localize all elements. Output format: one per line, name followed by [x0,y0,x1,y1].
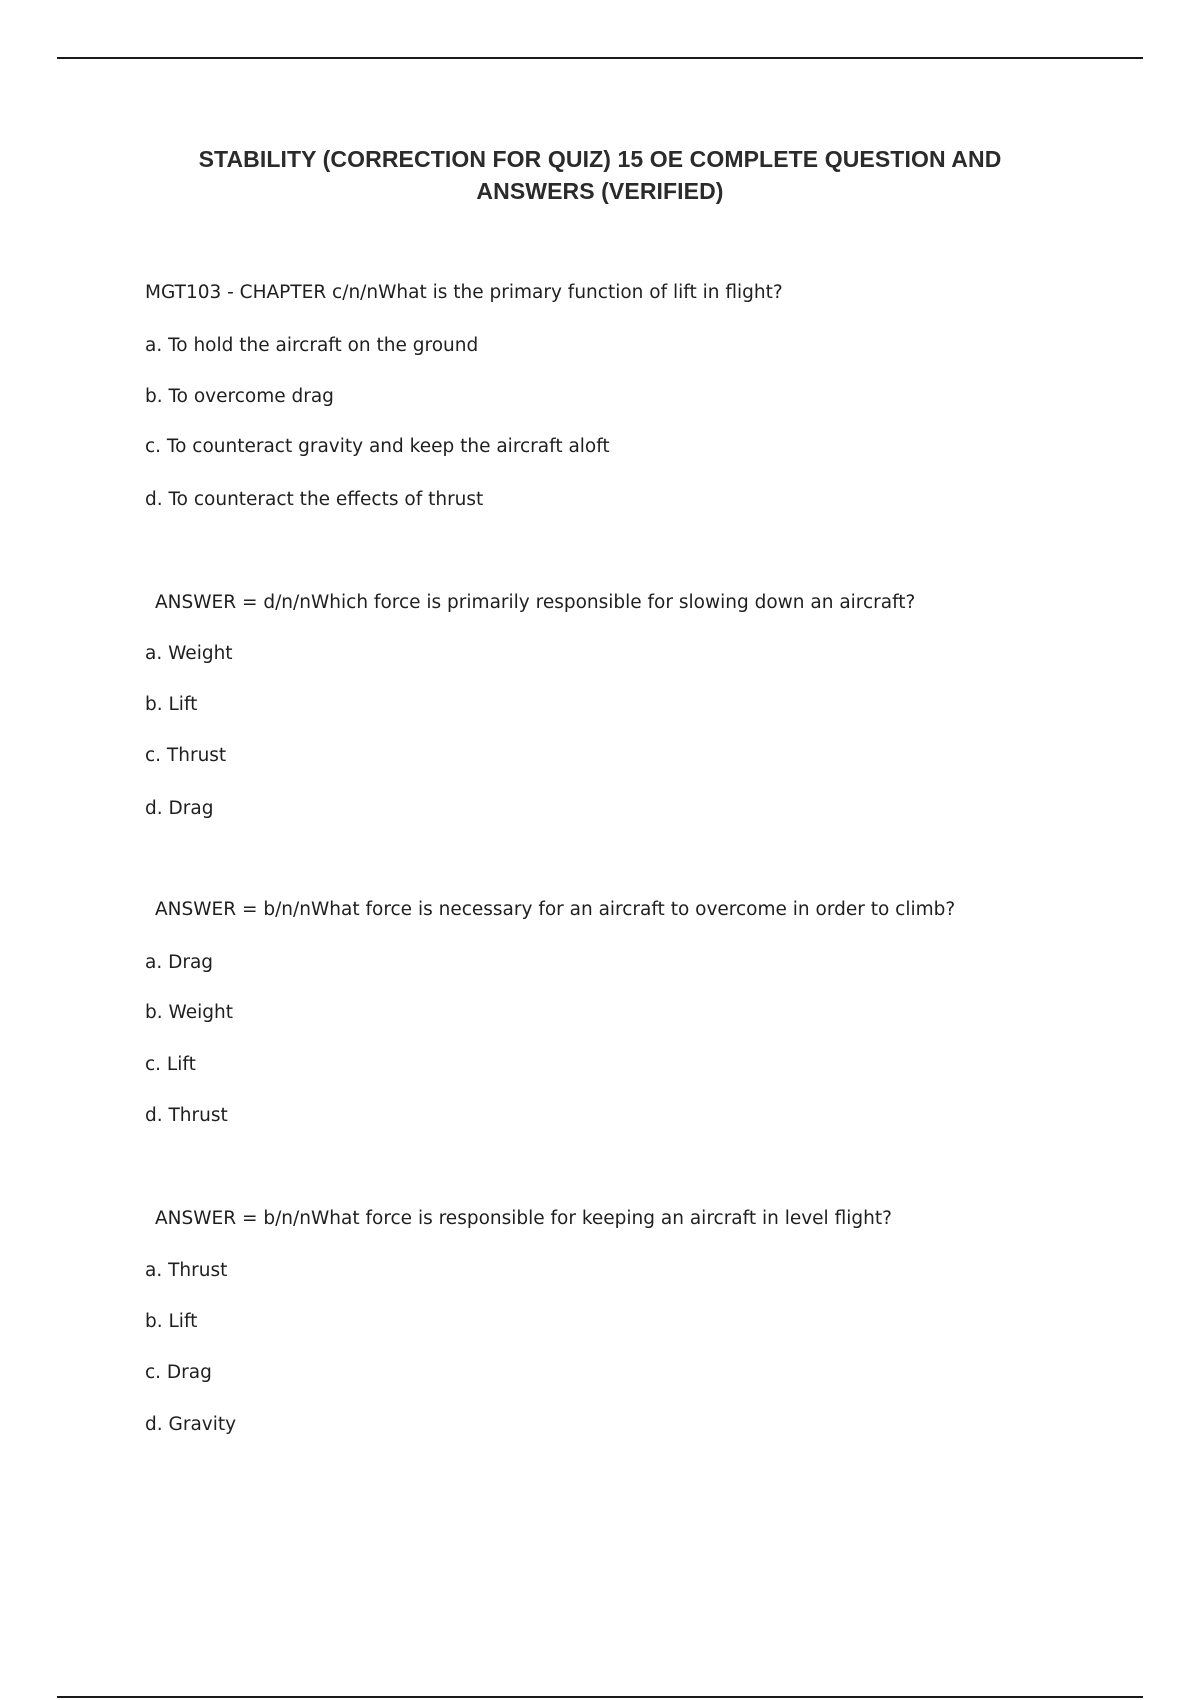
question-text: ANSWER = b/n/nWhat force is responsible for keeping an aircraft in level flight? [155,1208,892,1229]
option-a: a. Weight [145,643,233,664]
option-a: a. To hold the aircraft on the ground [145,335,479,356]
title-line-2: ANSWERS (VERIFIED) [476,178,724,204]
question-text: MGT103 - CHAPTER c/n/nWhat is the primary function of lift in flight? [145,282,783,303]
option-c: c. Thrust [145,745,227,766]
document-title [150,143,1050,207]
header-rule [57,57,1143,59]
question-text: ANSWER = b/n/nWhat force is necessary for an aircraft to overcome in order to climb? [155,899,956,920]
option-c: c. Lift [145,1054,196,1075]
option-a: a. Thrust [145,1260,228,1281]
option-b: b. To overcome drag [145,386,334,407]
title-line-1: STABILITY (CORRECTION FOR QUIZ) 15 OE COMPLETE QUESTION AND [198,146,1002,172]
question-text: ANSWER = d/n/nWhich force is primarily responsible for slowing down an aircraft? [155,592,916,613]
option-d: d. Drag [145,798,214,819]
footer-rule [57,1696,1143,1698]
option-c: c. To counteract gravity and keep the aircraft aloft [145,436,610,457]
option-b: b. Lift [145,694,198,715]
option-a: a. Drag [145,952,214,973]
option-b: b. Weight [145,1002,233,1023]
option-d: d. To counteract the effects of thrust [145,489,484,510]
option-d: d. Thrust [145,1105,228,1126]
option-d: d. Gravity [145,1414,237,1435]
option-c: c. Drag [145,1362,212,1383]
option-b: b. Lift [145,1311,198,1332]
